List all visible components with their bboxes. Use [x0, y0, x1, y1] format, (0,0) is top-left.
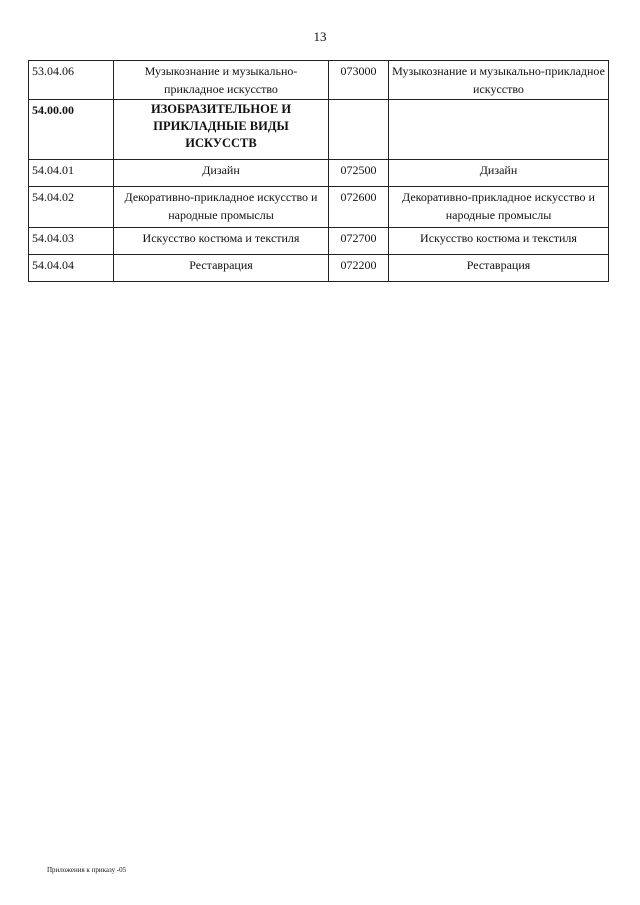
table-row: [29, 61, 609, 100]
row-old-name: Декоративно-прикладное искусство и народные промыслы: [389, 187, 609, 228]
row-name: Дизайн: [114, 160, 329, 187]
row-old-name: Музыкознание и музыкально-прикладное искусство: [389, 61, 609, 100]
table-row: [29, 187, 609, 228]
row-name: Декоративно-прикладное искусство и народные промыслы: [114, 187, 329, 228]
row-name: Реставрация: [114, 255, 329, 282]
row-name: Музыкознание и музыкально-прикладное искусство: [114, 61, 329, 100]
row-old-code: 072600: [329, 187, 389, 228]
row-old-code: 072500: [329, 160, 389, 187]
section-name: ИЗОБРАЗИТЕЛЬНОЕ И ПРИКЛАДНЫЕ ВИДЫ ИСКУССТВ: [114, 100, 329, 160]
row-old-code: [329, 100, 389, 160]
table-row: [29, 255, 609, 282]
row-old-code: 072200: [329, 255, 389, 282]
row-code: 53.04.06: [29, 61, 114, 100]
table-row: [29, 228, 609, 255]
section-code: 54.00.00: [29, 100, 114, 160]
row-old-name: Дизайн: [389, 160, 609, 187]
row-code: 54.04.04: [29, 255, 114, 282]
row-code: 54.04.01: [29, 160, 114, 187]
row-name: Искусство костюма и текстиля: [114, 228, 329, 255]
table-row-section: [29, 100, 609, 160]
row-old-name: [389, 100, 609, 160]
page-number: 13: [313, 29, 327, 44]
row-old-name: Искусство костюма и текстиля: [389, 228, 609, 255]
footer-note: Приложения к приказу -05: [47, 866, 127, 874]
row-old-code: 073000: [329, 61, 389, 100]
row-code: 54.04.02: [29, 187, 114, 228]
table-row: [29, 160, 609, 187]
row-code: 54.04.03: [29, 228, 114, 255]
specialty-codes-table: [28, 60, 609, 282]
row-old-code: 072700: [329, 228, 389, 255]
row-old-name: Реставрация: [389, 255, 609, 282]
